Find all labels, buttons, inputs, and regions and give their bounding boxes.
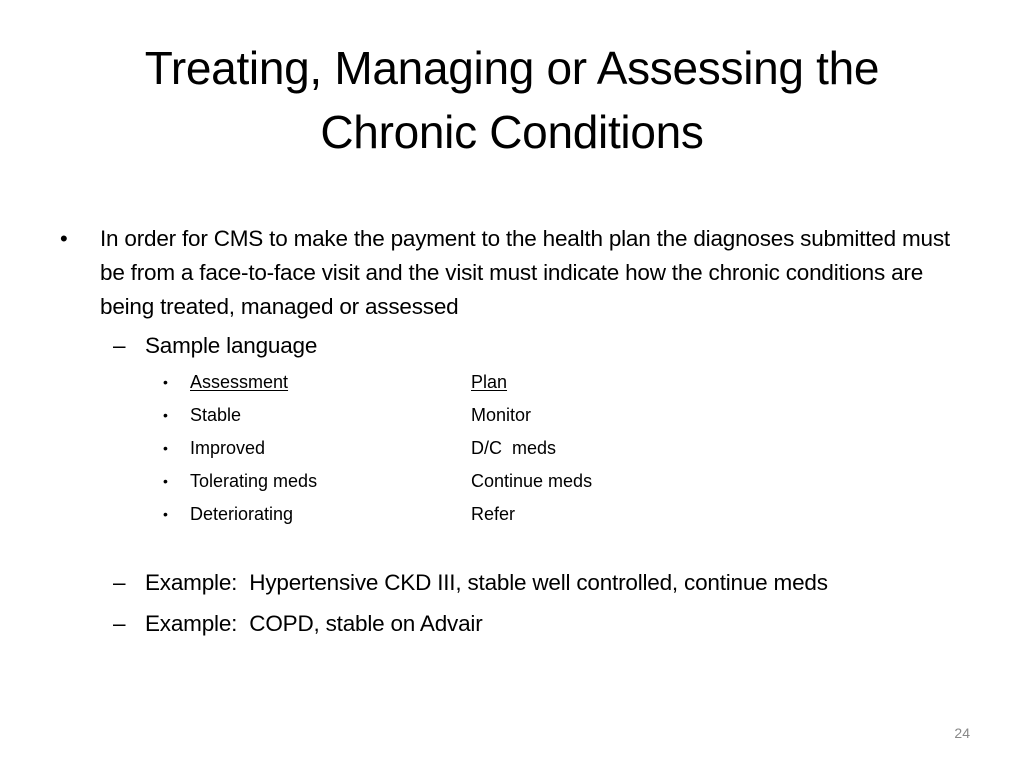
dash-icon: –	[113, 611, 126, 636]
sample-language-heading: Sample language	[145, 333, 318, 358]
bullet-icon: •	[163, 473, 168, 489]
dash-icon: –	[113, 570, 126, 595]
bullet-icon: •	[60, 226, 68, 251]
assessment-header: Assessment	[190, 372, 289, 392]
assessment-cell: Deteriorating	[190, 504, 294, 524]
bullet-icon: •	[163, 506, 168, 522]
plan-cell: Continue meds	[471, 471, 593, 491]
title-line-2: Chronic Conditions	[320, 106, 704, 158]
example-line-2: Example: COPD, stable on Advair	[145, 611, 483, 636]
title-line-1: Treating, Managing or Assessing the	[144, 42, 880, 94]
assessment-cell: Stable	[190, 405, 242, 425]
page-number: 24	[954, 725, 970, 741]
main-bullet-text: In order for CMS to make the payment to the health plan the diagnoses submitted must be from a face-to-face visit and the visit must indicate how the chronic conditions are being treated, managed or assessed	[100, 226, 950, 319]
assessment-cell: Tolerating meds	[190, 471, 318, 491]
example-line-1: Example: Hypertensive CKD III, stable well controlled, continue meds	[145, 570, 828, 595]
slide-title	[60, 36, 964, 164]
assessment-cell: Improved	[190, 438, 266, 458]
plan-header: Plan	[471, 372, 508, 392]
bullet-icon: •	[163, 374, 168, 390]
plan-cell: D/C meds	[471, 438, 557, 458]
bullet-icon: •	[163, 440, 168, 456]
plan-cell: Monitor	[471, 405, 532, 425]
dash-icon: –	[113, 333, 126, 358]
plan-cell: Refer	[471, 504, 516, 524]
bullet-icon: •	[163, 407, 168, 423]
